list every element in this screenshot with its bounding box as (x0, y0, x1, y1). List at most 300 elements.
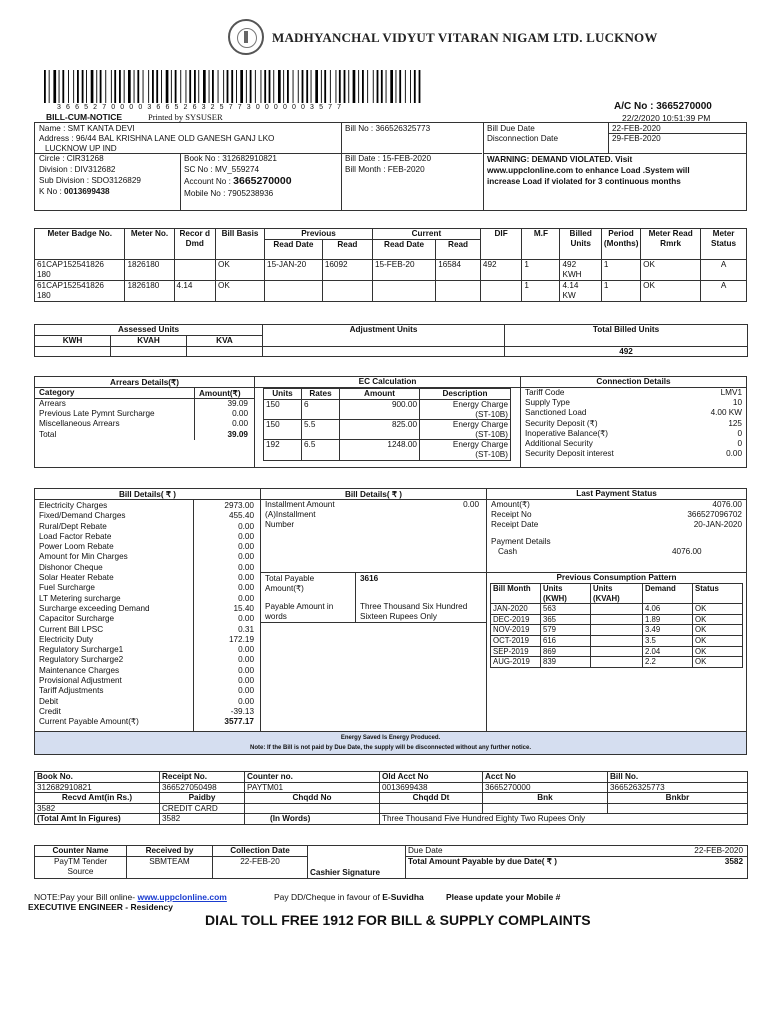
meter-status: A (701, 281, 747, 302)
bill-detail-row (39, 552, 256, 562)
billed-units (560, 281, 601, 302)
assessed-title: Assessed Units (35, 325, 263, 336)
consumption-cell: 616 (541, 635, 591, 646)
ec-title: EC Calculation (358, 377, 417, 386)
receipt-value (608, 803, 748, 814)
sub-division: Sub Division : SDO3126829 (39, 176, 141, 185)
meter-table (34, 228, 747, 302)
bill-detail-label: Maintenance Charges (39, 665, 120, 675)
footer-engineer: EXECUTIVE ENGINEER - Residency (28, 902, 174, 912)
bill-basis: OK (215, 281, 264, 302)
bill-details-rows (39, 501, 256, 728)
meter-badge-part2: 180 (37, 269, 51, 279)
consumption-cell: 869 (541, 646, 591, 657)
customer-city: LUCKNOW UP IND (45, 144, 117, 153)
bill-detail-value: 0.00 (238, 686, 254, 696)
receipt-value: CREDIT CARD (160, 803, 245, 814)
bill-detail-label: Current Payable Amount(₹) (39, 717, 139, 727)
ec-amount: 825.00 (340, 420, 420, 440)
bill-detail-label: Amount for Min Charges (39, 552, 128, 562)
record-dmd (174, 260, 215, 281)
dif: 492 (480, 260, 521, 281)
mf: 1 (522, 260, 560, 281)
ec-row (264, 420, 511, 440)
barcode (44, 70, 422, 105)
ec-rate: 5.5 (302, 420, 340, 440)
consumption-row (491, 614, 743, 625)
footer-note (34, 892, 227, 902)
bill-detail-value: 0.00 (238, 614, 254, 624)
ec-units: 192 (264, 440, 302, 460)
bill-detail-label: Provisional Adjustment (39, 676, 122, 686)
last-payment-title: Last Payment Status (576, 489, 657, 498)
print-datetime: 22/2/2020 10:51:39 PM (622, 113, 711, 123)
arrears-label: Previous Late Pymnt Surcharge (39, 409, 155, 419)
counter-col-date: Collection Date (213, 846, 308, 857)
consumption-cell: 2.04 (643, 646, 693, 657)
bill-detail-row (39, 542, 256, 552)
lp-mode-amount: 4076.00 (672, 547, 702, 556)
ac-no-value: 3665270000 (656, 101, 712, 112)
consumption-cell: 365 (541, 614, 591, 625)
k-no-value: 0013699438 (64, 187, 110, 196)
sc-no: SC No : MV_559274 (184, 165, 260, 174)
total-billed-value: 492 (505, 346, 748, 357)
receipt-total-label: (Total Amt In Figures) (35, 814, 160, 825)
consumption-cell: 3.5 (643, 635, 693, 646)
connection-value: 0 (737, 439, 742, 449)
ec-desc-1: Energy Charge (452, 440, 508, 450)
meter-badge (35, 281, 125, 302)
footer-dd (274, 892, 424, 902)
connection-row (525, 408, 742, 418)
bill-detail-label: Current Bill LPSC (39, 624, 104, 634)
lp-amount-label: Amount(₹) (491, 500, 530, 509)
ec-table (263, 388, 511, 461)
footer-tollfree: DIAL TOLL FREE 1912 FOR BILL & SUPPLY COMPLAINTS (205, 912, 591, 928)
col-badge: Meter Badge No. (35, 229, 125, 260)
bill-detail-label: Surcharge exceeding Demand (39, 603, 150, 613)
words-label2: words (265, 612, 287, 621)
printed-by: Printed by SYSUSER (148, 112, 223, 122)
bill-details-title: Bill Details( ₹ ) (118, 490, 177, 499)
installment-no-label: (A)Installment (265, 510, 316, 519)
bill-detail-row (39, 604, 256, 614)
installment-no-label2: Number (265, 520, 295, 529)
counter-total-label: Total Amount Payable by due Date( ₹ ) (408, 857, 557, 866)
bill-detail-value: 3577.17 (224, 717, 254, 727)
arrears-row (39, 399, 248, 409)
dif (480, 281, 521, 302)
book-no: Book No : 312682910821 (184, 154, 277, 163)
counter-collection-date: 22-FEB-20 (213, 857, 308, 879)
barcode-digits: 3 6 6 5 2 7 0 0 0 0 3 6 6 5 2 6 3 2 5 7 7 3 0 0 0 0 0 0 3 5 7 7 (57, 104, 343, 111)
consumption-cell (591, 635, 643, 646)
ec-desc-2: (ST-10B) (475, 409, 508, 419)
cur-read-date (372, 281, 435, 302)
ec-units: 150 (264, 420, 302, 440)
total-payable-label: Total Payable (265, 574, 315, 583)
cons-col-kwh: Units (KWH) (541, 584, 591, 604)
consumption-cell: OK (693, 635, 743, 646)
cons-col-demand: Demand (643, 584, 693, 604)
receipt-value: 366527050498 (160, 782, 245, 793)
consumption-cell: OK (693, 646, 743, 657)
bill-detail-row (39, 707, 256, 717)
connection-label: Supply Type (525, 398, 570, 408)
bill-detail-label: Rural/Dept Rebate (39, 521, 107, 531)
assessed-kvah: KVAH (111, 336, 187, 347)
ec-col-amount: Amount (340, 389, 420, 400)
consumption-row (491, 604, 743, 615)
circle: Circle : CIR31268 (39, 154, 104, 163)
ec-desc-2: (ST-10B) (475, 429, 508, 439)
prev-read (322, 281, 372, 302)
consumption-cell: NOV-2019 (491, 625, 541, 636)
bill-detail-label: Debit (39, 696, 59, 706)
receipt-value: 3665270000 (483, 782, 608, 793)
meter-no: 1826180 (125, 260, 174, 281)
cons-col-month: Bill Month (491, 584, 541, 604)
col-mf: M.F (522, 229, 560, 260)
receipt-value: PAYTM01 (245, 782, 380, 793)
bill-detail-value: 0.00 (238, 593, 254, 603)
due-date-label: Bill Due Date (487, 124, 535, 133)
arrears-value: 0.00 (232, 409, 248, 419)
cur-read (436, 281, 481, 302)
consumption-row (491, 635, 743, 646)
counter-table (34, 845, 748, 879)
billed-units-unit: KWH (562, 269, 582, 279)
meter-badge-part1: 61CAP152541826 (37, 281, 104, 290)
bill-detail-label: Credit (39, 706, 61, 716)
bill-detail-row (39, 676, 256, 686)
arrears-rows (39, 399, 248, 440)
assessed-kwh: KWH (35, 336, 111, 347)
col-billed-units: Billed Units (560, 229, 601, 260)
receipt-value: 312682910821 (35, 782, 160, 793)
arrears-label: Miscellaneous Arrears (39, 419, 120, 429)
connection-row (525, 439, 742, 449)
connection-value: 0 (737, 428, 742, 438)
bill-detail-value: 2973.00 (224, 501, 254, 510)
counter-received-by: SBMTEAM (127, 857, 213, 879)
bill-detail-value: 0.00 (238, 521, 254, 531)
adjustment-title: Adjustment Units (263, 325, 505, 347)
connection-label: Security Deposit interest (525, 449, 614, 459)
consumption-cell (591, 614, 643, 625)
connection-label: Tariff Code (525, 388, 565, 397)
receipt-header: Receipt No. (160, 772, 245, 783)
warning-line3: increase Load if violated for 3 continuous months (487, 177, 681, 186)
meter-badge-part1: 61CAP152541826 (37, 260, 104, 269)
connection-value: 4.00 KW (710, 408, 742, 418)
lp-payment-details: Payment Details (491, 537, 551, 546)
receipt-value: 366526325773 (608, 782, 748, 793)
col-record-dmd: Recor d Dmd (174, 229, 215, 260)
customer-address: Address : 96/44 BAL KRISHNA LANE OLD GANESH GANJ LKO (39, 134, 275, 143)
uppcl-link[interactable]: www.uppclonline.com (137, 892, 227, 902)
total-payable-label2: Amount(₹) (265, 584, 304, 593)
assessed-kva: KVA (187, 336, 263, 347)
ec-amount: 1248.00 (340, 440, 420, 460)
customer-block (34, 122, 747, 211)
bill-detail-row (39, 666, 256, 676)
bill-detail-label: LT Metering surcharge (39, 593, 121, 603)
arrears-label: Total (39, 429, 57, 439)
installment-label: Installment Amount (265, 500, 335, 509)
receipt-value (483, 803, 608, 814)
ec-row (264, 400, 511, 420)
receipt-value (245, 803, 380, 814)
customer-name: Name : SMT KANTA DEVI (39, 124, 135, 133)
consumption-cell (591, 604, 643, 615)
col-previous: Previous (265, 229, 373, 240)
col-meter-status: Meter Status (701, 229, 747, 260)
bill-detail-value: 0.00 (238, 531, 254, 541)
consumption-table (490, 583, 743, 668)
bill-detail-row (39, 594, 256, 604)
due-date: 22-FEB-2020 (612, 124, 661, 133)
counter-total-value: 3582 (724, 857, 743, 866)
bill-detail-row (39, 532, 256, 542)
ac-no-label: A/C No : (614, 101, 654, 112)
installment-value: 0.00 (463, 500, 479, 509)
bill-detail-label: Regulatory Surcharge1 (39, 645, 124, 655)
notice-line1: Energy Saved Is Energy Produced. (340, 735, 441, 741)
ec-col-rates: Rates (302, 389, 340, 400)
bill-detail-value: 0.00 (238, 676, 254, 686)
billed-units-value: 4.14 (562, 281, 579, 290)
col-cur-read-date: Read Date (372, 240, 435, 260)
receipt-header: Chqdd No (245, 793, 380, 804)
cashier-signature: Cashier Signature (310, 868, 381, 878)
bill-detail-row (39, 563, 256, 573)
bill-detail-value: 0.00 (238, 655, 254, 665)
ec-desc-1: Energy Charge (452, 400, 508, 409)
arrears-row (39, 430, 248, 440)
bill-detail-value: 0.31 (238, 624, 254, 634)
consumption-cell: OK (693, 657, 743, 668)
k-no (39, 187, 110, 197)
receipt-header: Bnkbr (608, 793, 748, 804)
consumption-cell: 3.49 (643, 625, 693, 636)
col-current: Current (372, 229, 480, 240)
meter-no: 1826180 (125, 281, 174, 302)
prev-read-date: 15-JAN-20 (265, 260, 323, 281)
bill-detail-label: Tariff Adjustments (39, 686, 104, 696)
bill-detail-row (39, 625, 256, 635)
bill-detail-label: Dishonor Cheque (39, 562, 103, 572)
arrears-col-category: Category (39, 388, 75, 397)
lp-receipt-label: Receipt No (491, 510, 532, 519)
arrears-ec-block (34, 376, 747, 468)
ec-rate: 6.5 (302, 440, 340, 460)
lp-mode: Cash (498, 547, 518, 556)
receipt-header: Old Acct No (380, 772, 483, 783)
ec-units: 150 (264, 400, 302, 420)
lp-receipt-date: 20-JAN-2020 (693, 520, 742, 529)
consumption-row (491, 646, 743, 657)
receipt-table (34, 771, 748, 825)
arrears-value: 39.09 (227, 399, 248, 408)
bill-detail-row (39, 522, 256, 532)
disconnection-label: Disconnection Date (487, 134, 558, 143)
arrears-row (39, 409, 248, 419)
bill-detail-value: -39.13 (230, 706, 254, 716)
notice-line2: Note: If the Bill is not paid by Due Date, the supply will be disconnected without any further notice. (249, 745, 532, 751)
bill-detail-label: Electricity Duty (39, 634, 94, 644)
ec-row (264, 440, 511, 460)
arrears-label: Arrears (39, 399, 66, 408)
consumption-cell: SEP-2019 (491, 646, 541, 657)
receipt-total-value: 3582 (160, 814, 245, 825)
receipt-header: Recvd Amt(in Rs.) (35, 793, 160, 804)
connection-row (525, 449, 742, 459)
consumption-cell: OK (693, 625, 743, 636)
bill-details-block (34, 488, 747, 732)
consumption-cell (591, 657, 643, 668)
col-period: Period (Months) (601, 229, 640, 260)
connection-label: Security Deposit (₹) (525, 418, 598, 428)
account-value: 3665270000 (233, 175, 292, 187)
bill-detail-value: 15.40 (233, 603, 254, 613)
consumption-cell: 1.89 (643, 614, 693, 625)
ec-desc-2: (ST-10B) (475, 449, 508, 459)
ec-desc (420, 440, 511, 460)
bill-detail-value: 0.00 (238, 665, 254, 675)
col-prev-read-date: Read Date (265, 240, 323, 260)
bill-detail-label: Capacitor Surcharge (39, 614, 115, 624)
counter-name-2: Source (67, 866, 94, 876)
meter-badge (35, 260, 125, 281)
consumption-cell: OCT-2019 (491, 635, 541, 646)
consumption-cell: 4.06 (643, 604, 693, 615)
mobile-no: Mobile No : 7905238936 (184, 189, 274, 198)
lp-amount: 4076.00 (712, 500, 742, 509)
ec-col-desc: Description (420, 389, 511, 400)
footer-dd-name: E-Suvidha (382, 892, 424, 902)
warning-title: WARNING: DEMAND VIOLATED. Visit (487, 155, 633, 164)
arrears-value: 39.09 (227, 429, 248, 439)
bill-detail-label: Solar Heater Rebate (39, 573, 114, 583)
ec-amount: 900.00 (340, 400, 420, 420)
consumption-cell (591, 625, 643, 636)
connection-value: 125 (728, 418, 742, 428)
receipt-header: Bill No. (608, 772, 748, 783)
ec-desc (420, 420, 511, 440)
division: Division : DIV312682 (39, 165, 116, 174)
company-logo (228, 19, 264, 55)
ac-no (614, 101, 712, 112)
bill-detail-value: 0.00 (238, 542, 254, 552)
notice-bar (34, 731, 747, 755)
arrears-title: Arrears Details(₹) (110, 378, 179, 387)
connection-value: LMV1 (720, 388, 742, 397)
total-payable-value: 3616 (360, 574, 379, 583)
col-meter-no: Meter No. (125, 229, 174, 260)
bill-detail-label: Regulatory Surcharge2 (39, 655, 124, 665)
connection-row (525, 419, 742, 429)
bill-detail-label: Fixed/Demand Charges (39, 511, 126, 521)
bill-detail-value: 0.00 (238, 645, 254, 655)
counter-due-label: Due Date (408, 846, 443, 855)
lp-receipt-date-label: Receipt Date (491, 520, 539, 529)
cur-read: 16584 (436, 260, 481, 281)
consumption-cell: JAN-2020 (491, 604, 541, 615)
connection-value: 10 (732, 398, 742, 408)
arrears-col-amount: Amount(₹) (199, 389, 241, 398)
cons-col-status: Status (693, 584, 743, 604)
meter-badge-part2: 180 (37, 290, 51, 300)
k-no-label: K No : (39, 187, 65, 196)
words-label: Payable Amount in (265, 602, 334, 611)
disconnection-date: 29-FEB-2020 (612, 134, 661, 143)
connection-title: Connection Details (596, 377, 671, 386)
consumption-cell: OK (693, 604, 743, 615)
bill-detail-value: 455.40 (228, 511, 254, 521)
consumption-row (491, 625, 743, 636)
ec-col-units: Units (264, 389, 302, 400)
connection-rows (525, 388, 742, 459)
footer-note-text: NOTE:Pay your Bill online- (34, 892, 138, 902)
total-billed-title: Total Billed Units (505, 325, 748, 347)
col-read-remark: Meter Read Rmrk (641, 229, 701, 260)
cur-read-date: 15-FEB-20 (372, 260, 435, 281)
arrears-row (39, 419, 248, 429)
connection-row (525, 429, 742, 439)
bill-date: Bill Date : 15-FEB-2020 (345, 154, 432, 163)
meter-row (35, 281, 747, 302)
receipt-value: 3582 (35, 803, 160, 814)
receipt-value (380, 803, 483, 814)
meter-status: A (701, 260, 747, 281)
read-remark: OK (641, 281, 701, 302)
billed-units-unit: KW (562, 290, 576, 300)
bill-detail-row (39, 583, 256, 593)
consumption-title: Previous Consumption Pattern (556, 573, 677, 582)
bill-details2-title: Bill Details( ₹ ) (344, 490, 403, 499)
warning-line2: www.uppclonline.com to enhance Load .System will (487, 166, 690, 175)
bill-detail-value: 0.00 (238, 583, 254, 593)
assessed-table (34, 324, 748, 357)
bill-detail-row (39, 686, 256, 696)
arrears-value: 0.00 (232, 419, 248, 429)
account-no (184, 176, 292, 187)
consumption-cell: 839 (541, 657, 591, 668)
connection-value: 0.00 (726, 449, 742, 459)
meter-row (35, 260, 747, 281)
connection-row (525, 398, 742, 408)
counter-col-received: Received by (127, 846, 213, 857)
prev-read: 16092 (322, 260, 372, 281)
connection-row (525, 388, 742, 398)
bill-detail-value: 0.00 (238, 562, 254, 572)
bill-basis: OK (215, 260, 264, 281)
ec-desc-1: Energy Charge (452, 420, 508, 430)
billed-units-value: 492 (562, 260, 577, 269)
company-name: MADHYANCHAL VIDYUT VITARAN NIGAM LTD. LUCKNOW (272, 30, 658, 45)
period: 1 (601, 281, 640, 302)
consumption-cell: 579 (541, 625, 591, 636)
receipt-header: Book No. (35, 772, 160, 783)
counter-name-1: PayTM Tender (53, 857, 108, 866)
col-cur-read: Read (436, 240, 481, 260)
col-prev-read: Read (322, 240, 372, 260)
bill-detail-label: Power Loom Rebate (39, 542, 114, 552)
bill-type: BILL-CUM-NOTICE (46, 112, 123, 122)
ec-rate: 6 (302, 400, 340, 420)
